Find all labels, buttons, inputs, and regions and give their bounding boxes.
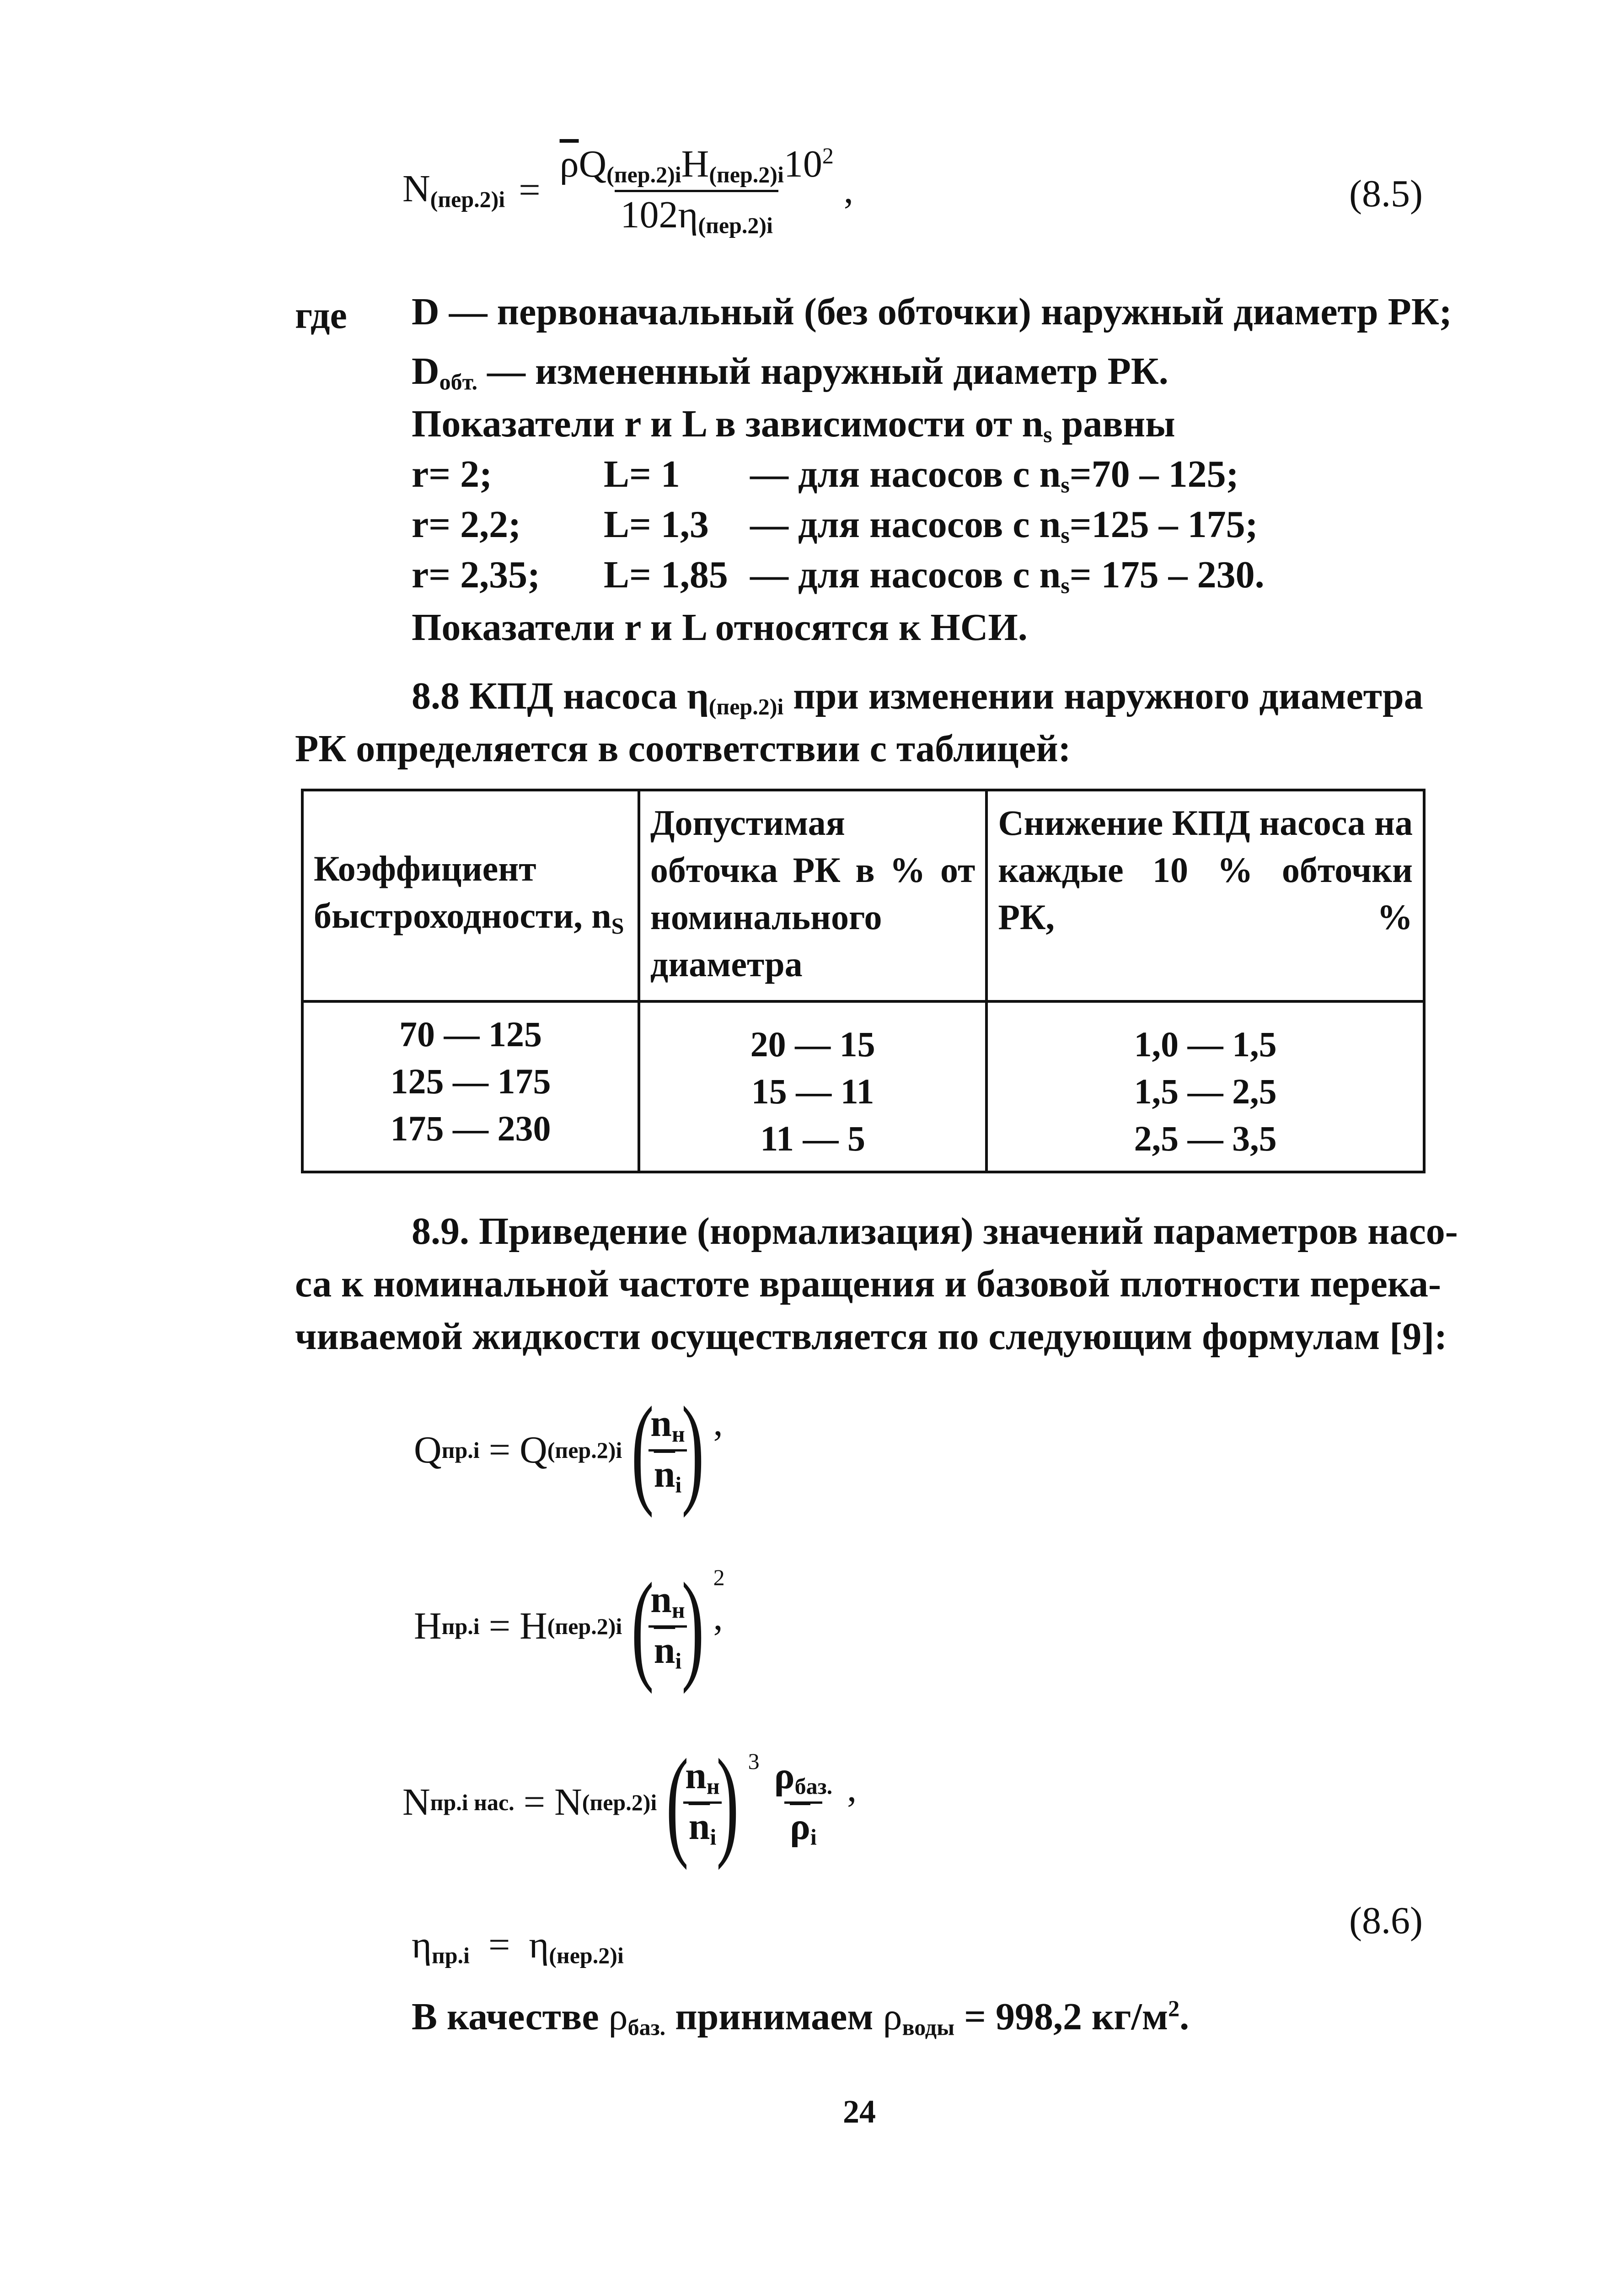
formula-h: H пр.i = H (пер.2)i ( $\frac{n_н}{\overline{n}_i}$ ) 2 ,	[414, 1558, 725, 1694]
right-paren: )	[681, 1558, 704, 1694]
table-row	[302, 1001, 1424, 1172]
left-paren: (	[666, 1734, 689, 1871]
formula-n: N пр.i нас. = N (пер.2)i ( $\frac{n_н}{\overline{n}_i}$ ) 3 $\frac{\rho_{баз.}}{\overline{\rho}_i}$ ,	[402, 1734, 857, 1871]
equals-sign: =	[519, 169, 541, 211]
section-8-8-line-1: 8.8 КПД насоса $\eta_{(пер.2)i}$ при изменении наружного диаметра	[412, 675, 1423, 720]
fraction-numerator: $\overline{\rho}Q_{(пер.2)i}H_{(пер.2)i}10^2$	[559, 143, 834, 188]
fraction	[554, 144, 839, 237]
where-line-3: Показатели r и L в зависимости от $n_s$ равны	[412, 403, 1175, 447]
formula-eta: $\eta_{пр.i} = \eta_{(нер.2)i}$	[412, 1924, 624, 1968]
section-8-8-line-2: РК определяется в соответствии с таблицей:	[295, 727, 1071, 770]
right-paren: )	[716, 1734, 739, 1871]
right-paren: )	[681, 1382, 704, 1518]
density-fraction: $\frac{\rho_{баз.}}{\overline{\rho}_i}$	[774, 1754, 833, 1850]
col-ns-values: 70 — 125 125 — 175 175 — 230	[302, 1001, 639, 1172]
efficiency-table	[301, 789, 1426, 1173]
col-trim-values: 20 — 15 15 — 11 11 — 5	[639, 1001, 986, 1172]
col-efficiency-values: 1,0 — 1,5 1,5 — 2,5 2,5 — 3,5	[986, 1001, 1424, 1172]
section-8-9-line-2: са к номинальной частоте вращения и базовой плотности перека-	[295, 1263, 1441, 1305]
table-header-row	[302, 790, 1424, 1001]
left-paren: (	[631, 1382, 654, 1518]
ratio-fraction: $\frac{n_н}{\overline{n}_i}$	[680, 1757, 725, 1848]
page-number: 24	[843, 2093, 876, 2130]
formula-lhs: $N_{(пер.2)i}$	[402, 167, 505, 212]
formula-8-5	[402, 144, 853, 237]
where-line-nsi: Показатели r и L относятся к НСИ.	[412, 606, 1028, 649]
left-paren: (	[631, 1558, 654, 1694]
header-ns: Коэффициент быстроходности, $n_S$	[302, 790, 639, 1001]
section-8-9-line-3: чиваемой жидкости осуществляется по следующим формулам [9]:	[295, 1315, 1447, 1358]
where-word: где	[295, 294, 347, 337]
equation-number-8-6: (8.6)	[1349, 1899, 1423, 1942]
final-line: В качестве $\rho_{баз.}$ принимаем $\rho_{воды} = 998,2$ $кг/м^2$.	[412, 1995, 1190, 2040]
ratio-fraction: $\frac{n_н}{\overline{n}_i}$	[645, 1404, 691, 1496]
ratio-fraction: $\frac{n_н}{\overline{n}_i}$	[645, 1581, 691, 1672]
where-line-1: D — первоначальный (без обточки) наружный диаметр РК;	[412, 290, 1452, 333]
equation-number-8-5: (8.5)	[1349, 172, 1423, 215]
formula-q: Q пр.i = Q (пер.2)i ( $\frac{n_н}{\overline{n}_i}$ ) ,	[414, 1382, 723, 1518]
fraction-denominator: $102\eta_{(пер.2)i}$	[615, 190, 778, 237]
where-line-2: $D_{обт.}$ — измененный наружный диаметр РК.	[412, 350, 1168, 395]
section-8-9-line-1: 8.9. Приведение (нормализация) значений параметров насо-	[412, 1210, 1458, 1253]
header-trim: Допустимая обточка РК в % от номинального диаметра	[639, 790, 986, 1001]
header-efficiency-drop: Снижение КПД насоса на каждые 10 % обточки РК, %	[986, 790, 1424, 1001]
comma: ,	[843, 169, 853, 211]
